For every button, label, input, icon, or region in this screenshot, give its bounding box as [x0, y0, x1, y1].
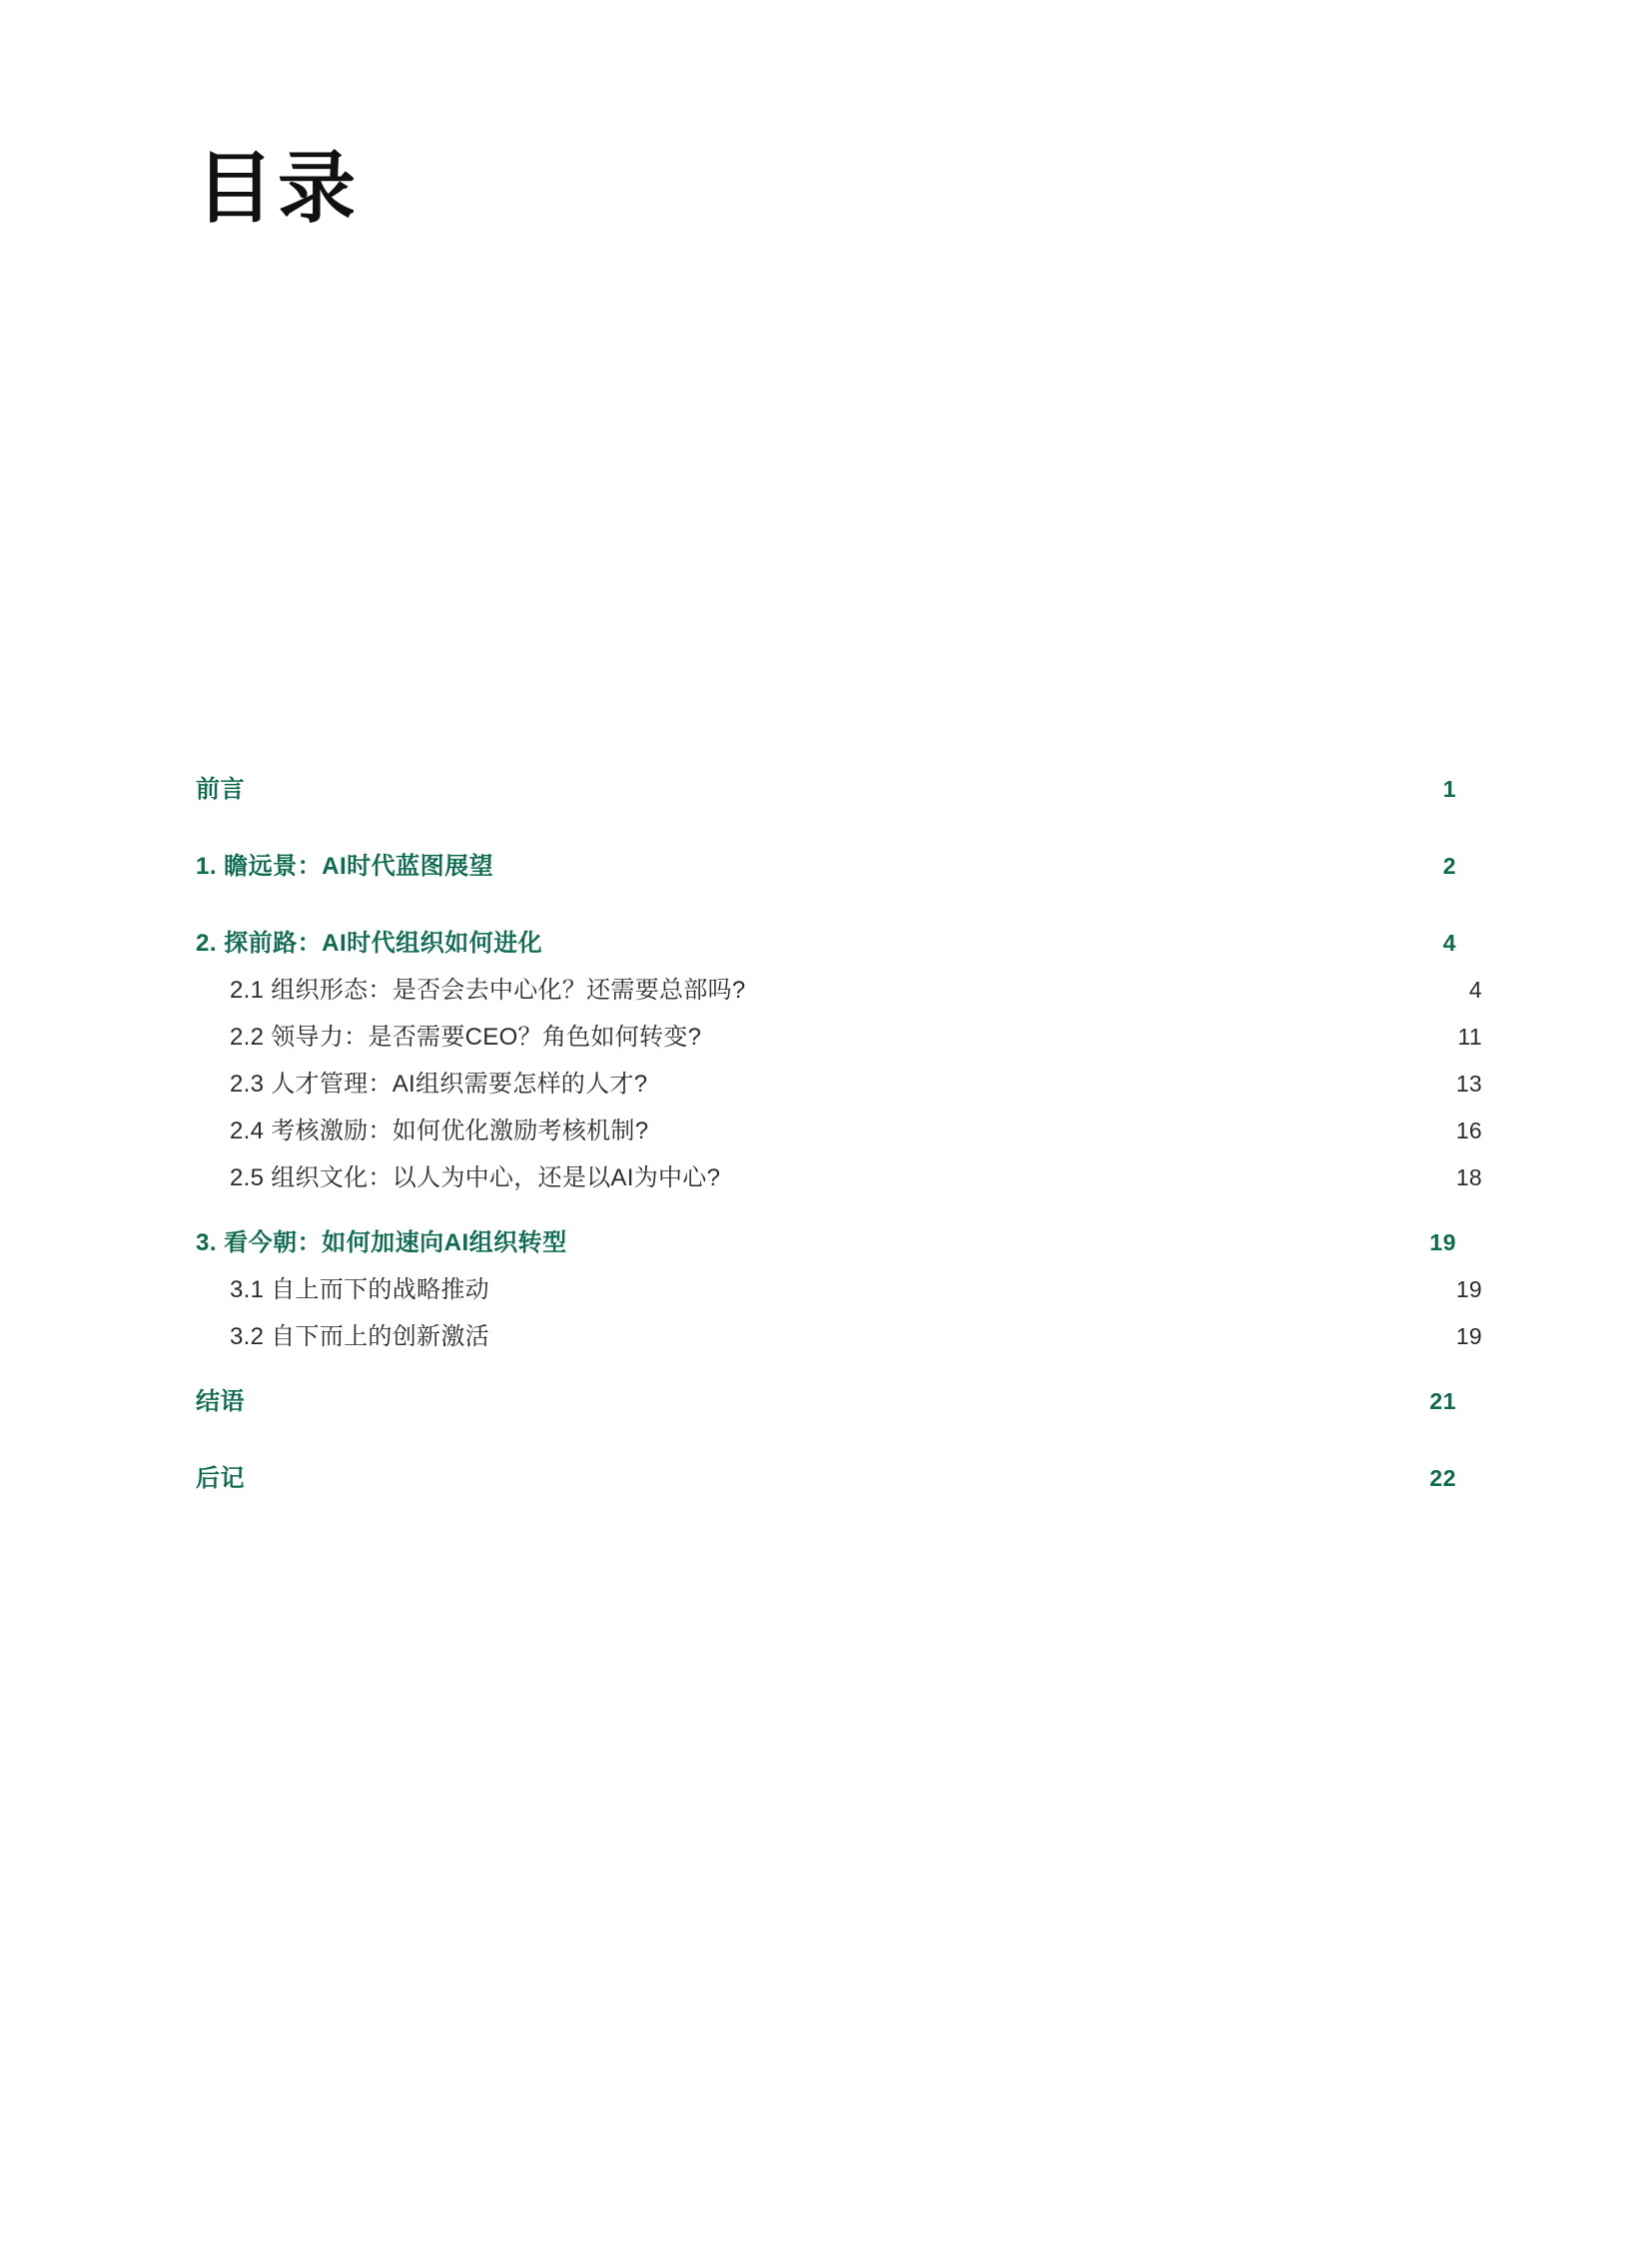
- toc-entry-page: 16: [1455, 1118, 1482, 1143]
- toc-entry-label: 2.1 组织形态：是否会去中心化？还需要总部吗?: [230, 977, 746, 1004]
- toc-entry-page: 21: [1429, 1388, 1456, 1414]
- toc-spacer: [196, 1304, 1456, 1316]
- toc-spacer: [196, 1257, 1456, 1269]
- toc-entry-page: 13: [1455, 1071, 1482, 1097]
- toc-entry[interactable]: [196, 1157, 1490, 1192]
- toc-entry[interactable]: [196, 1017, 1490, 1052]
- toc-spacer: [196, 1145, 1456, 1157]
- toc-entry[interactable]: [196, 1381, 1456, 1416]
- toc-entry-label: 2. 探前路：AI时代组织如何进化: [196, 930, 543, 957]
- toc-entry-label: 后记: [196, 1465, 245, 1492]
- toc-entry-page: 19: [1455, 1323, 1482, 1349]
- toc-spacer: [196, 1052, 1456, 1064]
- toc-spacer: [196, 804, 1456, 846]
- toc-spacer: [196, 1416, 1456, 1458]
- toc-entry-page: 2: [1442, 853, 1456, 879]
- toc-entry-page: 4: [1468, 977, 1482, 1003]
- toc-entry-page: 11: [1457, 1024, 1482, 1050]
- table-of-contents: [196, 769, 1482, 1493]
- toc-entry-page: 19: [1455, 1276, 1482, 1302]
- toc-entry-label: 3. 看今朝：如何加速向AI组织转型: [196, 1229, 567, 1256]
- toc-entry[interactable]: [196, 1064, 1490, 1099]
- toc-entry[interactable]: [196, 1222, 1456, 1257]
- toc-spacer: [196, 1192, 1456, 1222]
- toc-entry-label: 3.1 自上而下的战略推动: [230, 1276, 489, 1303]
- toc-spacer: [196, 1351, 1456, 1381]
- toc-entry-label: 2.2 领导力：是否需要CEO？角色如何转变?: [230, 1024, 702, 1051]
- page-title: 目录: [196, 145, 361, 232]
- toc-entry-label: 2.5 组织文化：以人为中心，还是以AI为中心?: [230, 1164, 721, 1191]
- toc-entry-page: 4: [1442, 930, 1456, 956]
- toc-entry-page: 18: [1455, 1164, 1482, 1190]
- toc-entry-label: 2.4 考核激励：如何优化激励考核机制?: [230, 1118, 649, 1144]
- toc-entry-label: 结语: [196, 1388, 245, 1415]
- toc-entry[interactable]: [196, 1111, 1490, 1145]
- toc-entry-label: 2.3 人才管理：AI组织需要怎样的人才?: [230, 1071, 648, 1098]
- toc-entry[interactable]: [196, 923, 1456, 958]
- toc-spacer: [196, 881, 1456, 923]
- toc-entry[interactable]: [196, 846, 1456, 881]
- toc-entry-page: 22: [1429, 1465, 1456, 1491]
- toc-spacer: [196, 958, 1456, 970]
- toc-entry[interactable]: [196, 970, 1490, 1005]
- toc-entry-label: 3.2 自下而上的创新激活: [230, 1323, 489, 1350]
- toc-spacer: [196, 1099, 1456, 1111]
- toc-entry[interactable]: [196, 1458, 1456, 1493]
- toc-entry-page: 19: [1429, 1229, 1456, 1255]
- toc-entry-label: 1. 瞻远景：AI时代蓝图展望: [196, 853, 494, 880]
- toc-entry[interactable]: [196, 1316, 1490, 1351]
- toc-entry[interactable]: [196, 769, 1456, 804]
- toc-entry-label: 前言: [196, 776, 245, 803]
- toc-entry[interactable]: [196, 1269, 1490, 1304]
- toc-spacer: [196, 1005, 1456, 1017]
- toc-entry-page: 1: [1442, 776, 1456, 802]
